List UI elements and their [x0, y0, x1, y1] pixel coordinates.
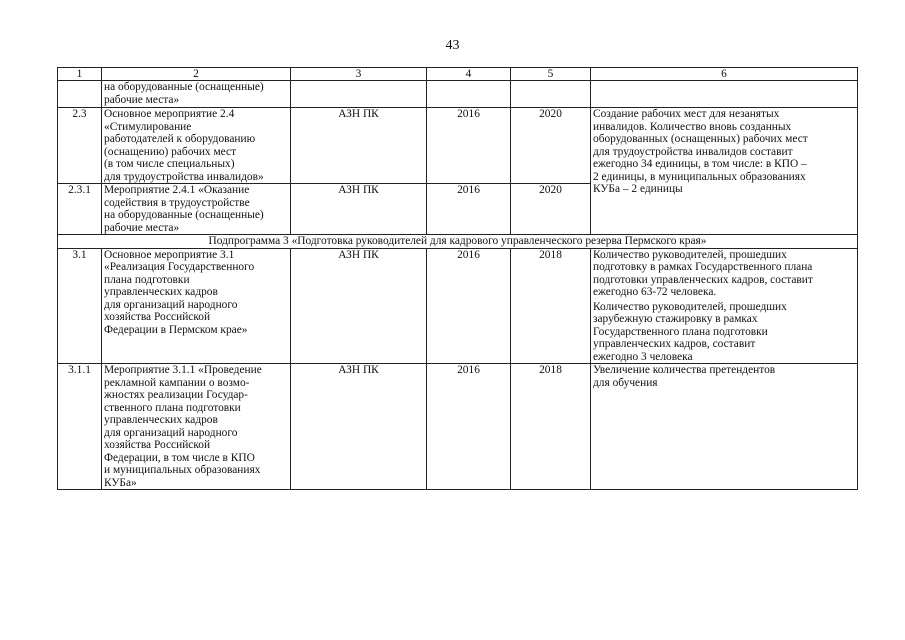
cell-executor: АЗН ПК	[291, 248, 427, 364]
cell-name: Основное мероприятие 2.4 «Стимулирование работодателей к оборудованию (оснащению) рабочих мест (в том числе специальных) для трудоустройства инвалидов»	[102, 108, 291, 184]
table-row-3-1	[58, 248, 858, 364]
cell-executor: АЗН ПК	[291, 184, 427, 235]
column-header-1: 1	[58, 68, 102, 81]
cell-empty	[511, 81, 591, 108]
cell-empty	[291, 81, 427, 108]
cell-number: 2.3	[58, 108, 102, 184]
cell-executor: АЗН ПК	[291, 108, 427, 184]
cell-number: 3.1	[58, 248, 102, 364]
table-row-continuation	[58, 81, 858, 108]
cell-end-year: 2018	[511, 248, 591, 364]
column-header-2: 2	[102, 68, 291, 81]
program-table	[57, 67, 858, 490]
cell-name: на оборудованные (оснащенные) рабочие места»	[102, 81, 291, 108]
cell-end-year: 2020	[511, 184, 591, 235]
cell-result	[591, 248, 858, 364]
cell-empty	[427, 81, 511, 108]
cell-name: Мероприятие 2.4.1 «Оказание содействия в трудоустройстве на оборудованные (оснащенные) рабочие места»	[102, 184, 291, 235]
page-number: 43	[445, 38, 460, 53]
cell-number: 3.1.1	[58, 364, 102, 490]
cell-result: Увеличение количества претендентов для обучения	[591, 364, 858, 490]
cell-end-year: 2020	[511, 108, 591, 184]
table-row-3-1-1	[58, 364, 858, 490]
result-paragraph: Количество руководителей, прошедших подготовку в рамках Государственного плана подготовки управленческих кадров, составит ежегодно 63-72 человека.	[593, 248, 813, 298]
cell-executor: АЗН ПК	[291, 364, 427, 490]
cell-name: Основное мероприятие 3.1 «Реализация Государственного плана подготовки управленческих кадров для организаций народного хозяйства Российской Федерации в Пермском крае»	[102, 248, 291, 364]
cell-empty	[58, 81, 102, 108]
column-header-6: 6	[591, 68, 858, 81]
subprogram-title: Подпрограмма 3 «Подготовка руководителей для кадрового управленческого резерва Пермского края»	[58, 235, 858, 249]
cell-start-year: 2016	[427, 108, 511, 184]
subprogram-row	[58, 235, 858, 249]
cell-empty	[591, 81, 858, 108]
table-row-2-3	[58, 108, 858, 184]
cell-name: Мероприятие 3.1.1 «Проведение рекламной кампании о возмо- жностях реализации Государ- ственного плана подготовки управленческих кадров для организаций народного хозяйства Российской Федерации, в том числе в КПО и муниципальных образованиях КУБа»	[102, 364, 291, 490]
cell-start-year: 2016	[427, 364, 511, 490]
cell-number: 2.3.1	[58, 184, 102, 235]
cell-end-year: 2018	[511, 364, 591, 490]
cell-start-year: 2016	[427, 184, 511, 235]
column-header-5: 5	[511, 68, 591, 81]
column-header-4: 4	[427, 68, 511, 81]
cell-result: Создание рабочих мест для незанятых инвалидов. Количество вновь созданных оборудованных (оснащенных) рабочих мест для трудоустройства инвалидов составит ежегодно 34 единицы, в том числе: в КПО – 2 единицы, в муниципальных образованиях КУБа – 2 единицы	[591, 108, 858, 235]
column-header-3: 3	[291, 68, 427, 81]
cell-start-year: 2016	[427, 248, 511, 364]
table-header-row	[58, 68, 858, 81]
result-paragraph: Количество руководителей, прошедших зарубежную стажировку в рамках Государственного плана подготовки управленческих кадров, составит ежегодно 3 человека	[593, 300, 787, 363]
